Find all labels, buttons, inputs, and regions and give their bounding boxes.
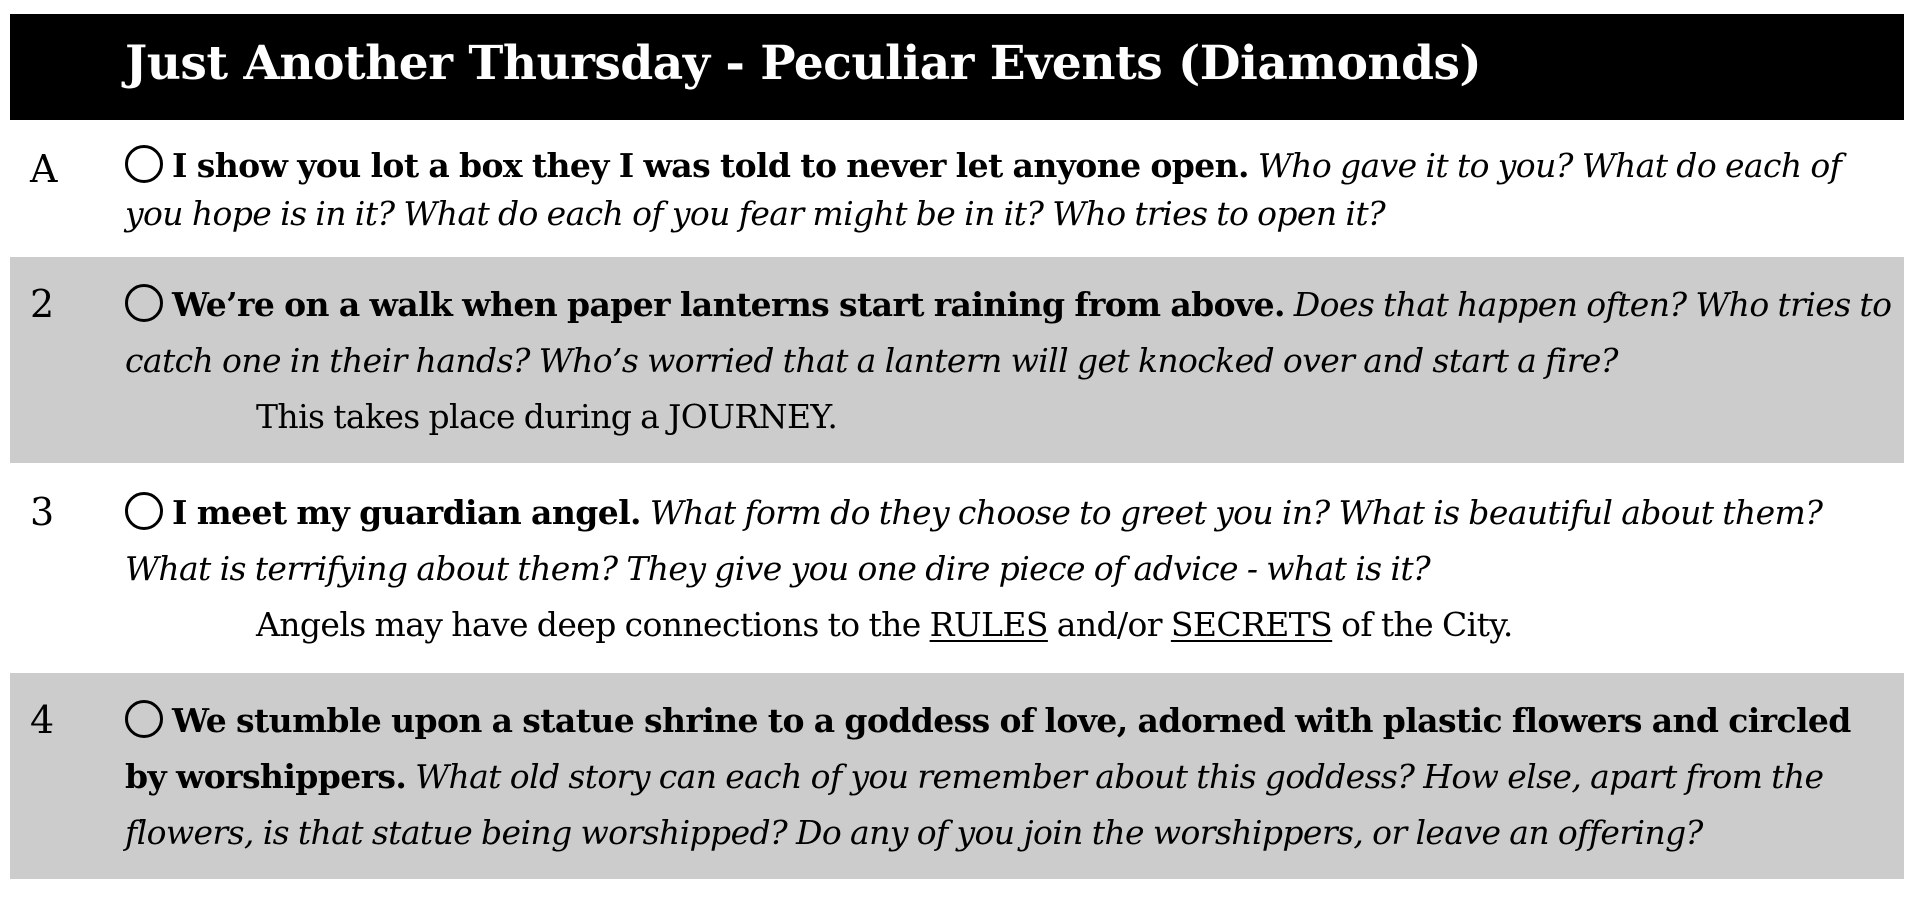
row-body [125, 693, 1895, 861]
event-row-2 [10, 257, 1904, 463]
event-row-4 [10, 673, 1904, 879]
checkbox-circle-icon[interactable] [125, 145, 163, 183]
event-questions: What form do they choose to greet you in? What is beautiful about them? What is terrifying about them? They give you one dire piece of advice - what is it? [125, 493, 1823, 588]
event-questions: Does that happen often? Who tries to catch one in their hands? Who’s worried that a lantern will get knocked over and start a fire? [125, 285, 1892, 380]
event-rows [10, 120, 1904, 879]
checkbox-circle-icon[interactable] [125, 700, 163, 738]
row-label: 4 [30, 698, 55, 742]
row-body [125, 142, 1895, 238]
event-questions: What old story can each of you remember about this goddess? How else, apart from the flowers, is that statue being worshipped? Do any of you join the worshippers, or leave an offering? [125, 757, 1824, 852]
note-text: of the City. [1341, 605, 1513, 644]
row-label: 2 [30, 282, 55, 326]
table-title: Just Another Thursday - Peculiar Events (Diamonds) [125, 36, 1482, 91]
event-lead: I meet my guardian angel. [172, 493, 641, 532]
secrets-link[interactable]: SECRETS [1170, 605, 1333, 644]
event-row-a [10, 120, 1904, 257]
row-body [125, 485, 1895, 653]
event-lead: We’re on a walk when paper lanterns start raining from above. [172, 285, 1285, 324]
checkbox-circle-icon[interactable] [125, 284, 163, 322]
event-row-3 [10, 463, 1904, 673]
event-lead: We stumble upon a statue shrine to a goddess of love, adorned with plastic flowers and circled by worshippers. [125, 701, 1851, 796]
event-lead: I show you lot a box they I was told to never let anyone open. [172, 146, 1249, 185]
note-text: Angels may have deep connections to the [256, 605, 921, 644]
row-label: 3 [30, 490, 55, 534]
event-note: This takes place during a JOURNEY. [256, 397, 838, 436]
row-body [125, 277, 1895, 445]
event-note [256, 597, 1895, 653]
event-questions: Who gave it to you? What do each of you hope is in it? What do each of you fear might be in it? Who tries to open it? [125, 146, 1842, 233]
checkbox-circle-icon[interactable] [125, 492, 163, 530]
note-text: and/or [1056, 605, 1162, 644]
rules-link[interactable]: RULES [929, 605, 1048, 644]
row-label: A [30, 147, 58, 191]
title-bar [10, 14, 1904, 120]
